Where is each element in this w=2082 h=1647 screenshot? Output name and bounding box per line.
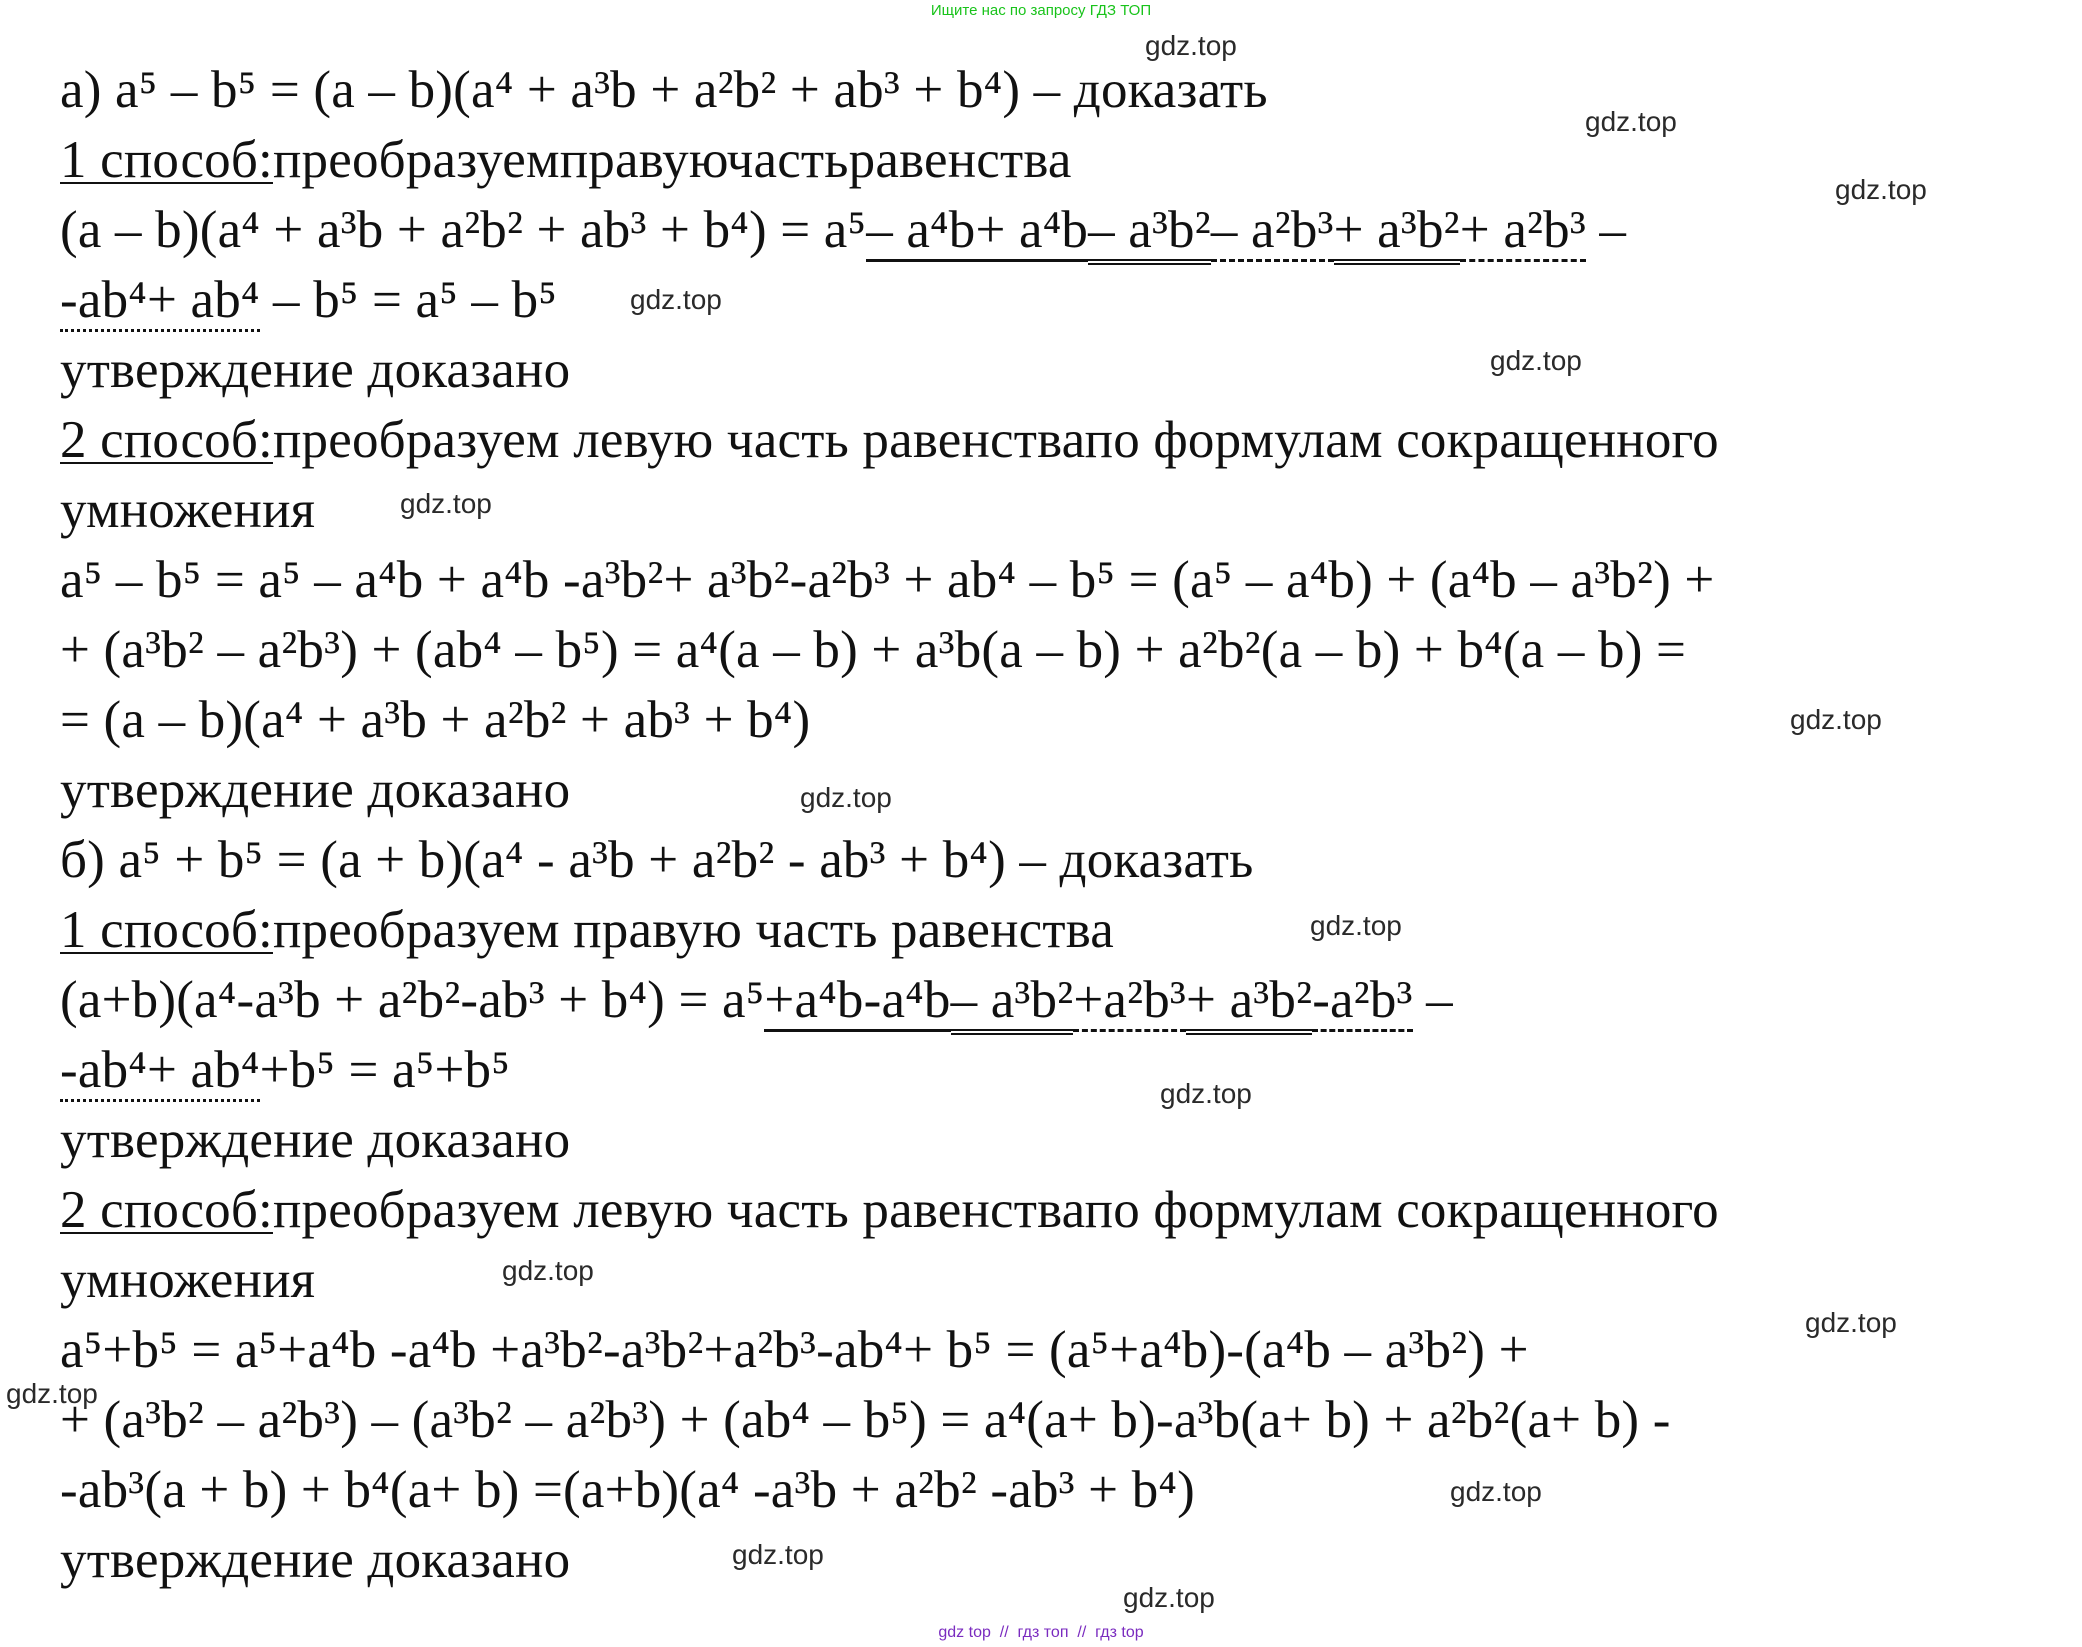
expansion-tail: – bbox=[1412, 971, 1453, 1029]
part-a-conclusion-1: утверждение доказано bbox=[60, 341, 571, 399]
watermark: gdz.top bbox=[502, 1255, 594, 1286]
watermark: gdz.top bbox=[1310, 910, 1402, 941]
part-a-method-2-cont: умножения bbox=[60, 481, 316, 539]
part-b-derivation-3: -ab³(a + b) + b⁴(a+ b) =(a+b)(a⁴ -a³b + a²b² -ab³ + b⁴) bbox=[60, 1461, 1195, 1519]
cancel-pair-3a: +a²b³ bbox=[1073, 971, 1186, 1032]
part-a-expansion-line-1 bbox=[60, 198, 1626, 262]
part-b-conclusion-1: утверждение доказано bbox=[60, 1111, 571, 1169]
cancel-pair-3b: -a²b³ bbox=[1312, 971, 1412, 1032]
watermark: gdz.top bbox=[6, 1378, 98, 1409]
part-b-expansion-line-1 bbox=[60, 968, 1453, 1032]
part-b-statement: б) a⁵ + b⁵ = (a + b)(a⁴ - a³b + a²b² - ab³ + b⁴) – доказать bbox=[60, 831, 1254, 889]
cancel-pair-1: +a⁴b-a⁴b bbox=[764, 971, 950, 1032]
expansion-result: – b⁵ = a⁵ – b⁵ bbox=[259, 271, 557, 329]
part-a-derivation-3: = (a – b)(a⁴ + a³b + a²b² + ab³ + b⁴) bbox=[60, 691, 811, 749]
watermark: gdz.top bbox=[1790, 704, 1882, 735]
part-b-method-2 bbox=[60, 1178, 1719, 1242]
watermark: gdz.top bbox=[1835, 174, 1927, 205]
method-label: 1 способ: bbox=[60, 131, 273, 189]
watermark: gdz.top bbox=[732, 1539, 824, 1570]
method-label: 2 способ: bbox=[60, 1181, 273, 1239]
part-b-method-2-cont: умножения bbox=[60, 1251, 316, 1309]
watermark: gdz.top bbox=[1585, 106, 1677, 137]
part-a-method-1 bbox=[60, 128, 1072, 192]
watermark: gdz.top bbox=[800, 782, 892, 813]
part-a-method-2 bbox=[60, 408, 1719, 472]
part-b-method-1 bbox=[60, 898, 1114, 962]
method-text: преобразуем левую часть равенствапо формулам сокращенного bbox=[272, 411, 1719, 469]
cancel-pair-2b: + a³b² bbox=[1334, 201, 1460, 265]
method-label: 2 способ: bbox=[60, 411, 273, 469]
watermark: gdz.top bbox=[1490, 345, 1582, 376]
expansion-tail: – bbox=[1585, 201, 1627, 259]
cancel-pair-3b: + a²b³ bbox=[1460, 201, 1586, 262]
expansion-head: (a – b)(a⁴ + a³b + a²b² + ab³ + b⁴) = a⁵ bbox=[60, 201, 867, 259]
cancel-pair-2a: – a³b² bbox=[951, 971, 1074, 1035]
watermark: gdz.top bbox=[1450, 1476, 1542, 1507]
part-b-derivation-2: + (a³b² – a²b³) – (a³b² – a²b³) + (ab⁴ – b⁵) = a⁴(a+ b)-a³b(a+ b) + a²b²(a+ b) - bbox=[60, 1391, 1671, 1449]
cancel-pair-2b: + a³b² bbox=[1186, 971, 1312, 1035]
part-b-expansion-line-2 bbox=[60, 1038, 510, 1102]
part-a-statement: а) a⁵ – b⁵ = (a – b)(a⁴ + a³b + a²b² + ab³ + b⁴) – доказать bbox=[60, 61, 1268, 119]
watermark: gdz.top bbox=[630, 284, 722, 315]
watermark: gdz.top bbox=[1160, 1078, 1252, 1109]
watermark: gdz.top bbox=[1805, 1307, 1897, 1338]
part-a-expansion-line-2 bbox=[60, 268, 557, 332]
watermark: gdz.top bbox=[400, 488, 492, 519]
cancel-pair-2a: – a³b² bbox=[1088, 201, 1211, 265]
method-label: 1 способ: bbox=[60, 901, 273, 959]
part-a-derivation-2: + (a³b² – a²b³) + (ab⁴ – b⁵) = a⁴(a – b) + a³b(a – b) + a²b²(a – b) + b⁴(a – b) = bbox=[60, 621, 1687, 679]
part-a-derivation-1: a⁵ – b⁵ = a⁵ – a⁴b + a⁴b -a³b²+ a³b²-a²b³ + ab⁴ – b⁵ = (a⁵ – a⁴b) + (a⁴b – a³b²) + bbox=[60, 551, 1715, 609]
watermark: gdz.top bbox=[1145, 30, 1237, 61]
cancel-pair-4: -ab⁴+ ab⁴ bbox=[60, 271, 260, 332]
part-b-conclusion-2: утверждение доказано bbox=[60, 1531, 571, 1589]
method-text: преобразуемправуючастьравенства bbox=[272, 131, 1072, 189]
top-banner: Ищите нас по запросу ГДЗ ТОП bbox=[930, 2, 1152, 19]
cancel-pair-4: -ab⁴+ ab⁴ bbox=[60, 1041, 260, 1102]
cancel-pair-3a: – a²b³ bbox=[1211, 201, 1334, 262]
expansion-result: +b⁵ = a⁵+b⁵ bbox=[259, 1041, 510, 1099]
part-b-derivation-1: a⁵+b⁵ = a⁵+a⁴b -a⁴b +a³b²-a³b²+a²b³-ab⁴+ b⁵ = (a⁵+a⁴b)-(a⁴b – a³b²) + bbox=[60, 1321, 1529, 1379]
bottom-banner: gdz top // гдз топ // гдз top bbox=[938, 1624, 1144, 1641]
cancel-pair-1: – a⁴b+ a⁴b bbox=[866, 201, 1088, 262]
part-a-conclusion-2: утверждение доказано bbox=[60, 761, 571, 819]
watermark: gdz.top bbox=[1123, 1582, 1215, 1613]
method-text: преобразуем правую часть равенства bbox=[272, 901, 1114, 959]
method-text: преобразуем левую часть равенствапо формулам сокращенного bbox=[272, 1181, 1719, 1239]
expansion-head: (a+b)(a⁴-a³b + a²b²-ab³ + b⁴) = a⁵ bbox=[60, 971, 765, 1029]
